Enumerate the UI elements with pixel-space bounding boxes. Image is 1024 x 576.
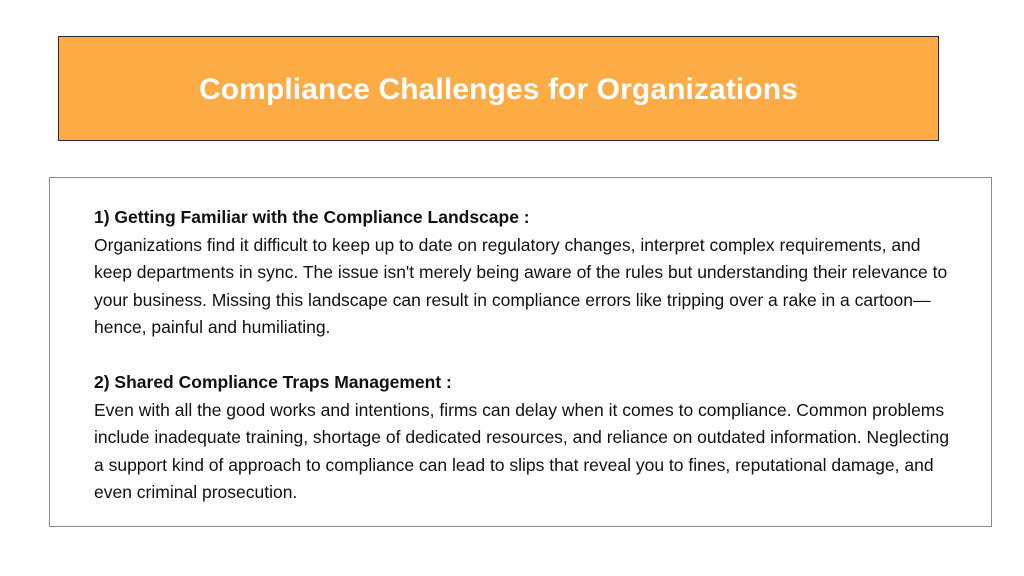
section-compliance-landscape (94, 204, 954, 342)
section-compliance-traps (94, 369, 954, 507)
title-banner (58, 36, 939, 141)
section-body: Even with all the good works and intentions, firms can delay when it comes to compliance. Common problems include inadequate training, shortage of dedicated resources, and reliance on outdated information. Neglecting a support kind of approach to compliance can lead to slips that reveal you to fines, reputational damage, and even criminal prosecution. (94, 399, 950, 502)
section-body: Organizations find it difficult to keep up to date on regulatory changes, interpret complex requirements, and keep departments in sync. The issue isn't merely being aware of the rules but understanding their relevance to your business. Missing this landscape can result in compliance errors like tripping over a rake in a cartoon—hence, painful and humiliating. (94, 234, 948, 337)
content-box (49, 177, 992, 527)
content-text-block (94, 204, 954, 507)
section-heading: 2) Shared Compliance Traps Management : (94, 372, 452, 392)
slide-title: Compliance Challenges for Organizations (198, 72, 798, 106)
section-heading: 1) Getting Familiar with the Compliance Landscape : (94, 207, 530, 227)
